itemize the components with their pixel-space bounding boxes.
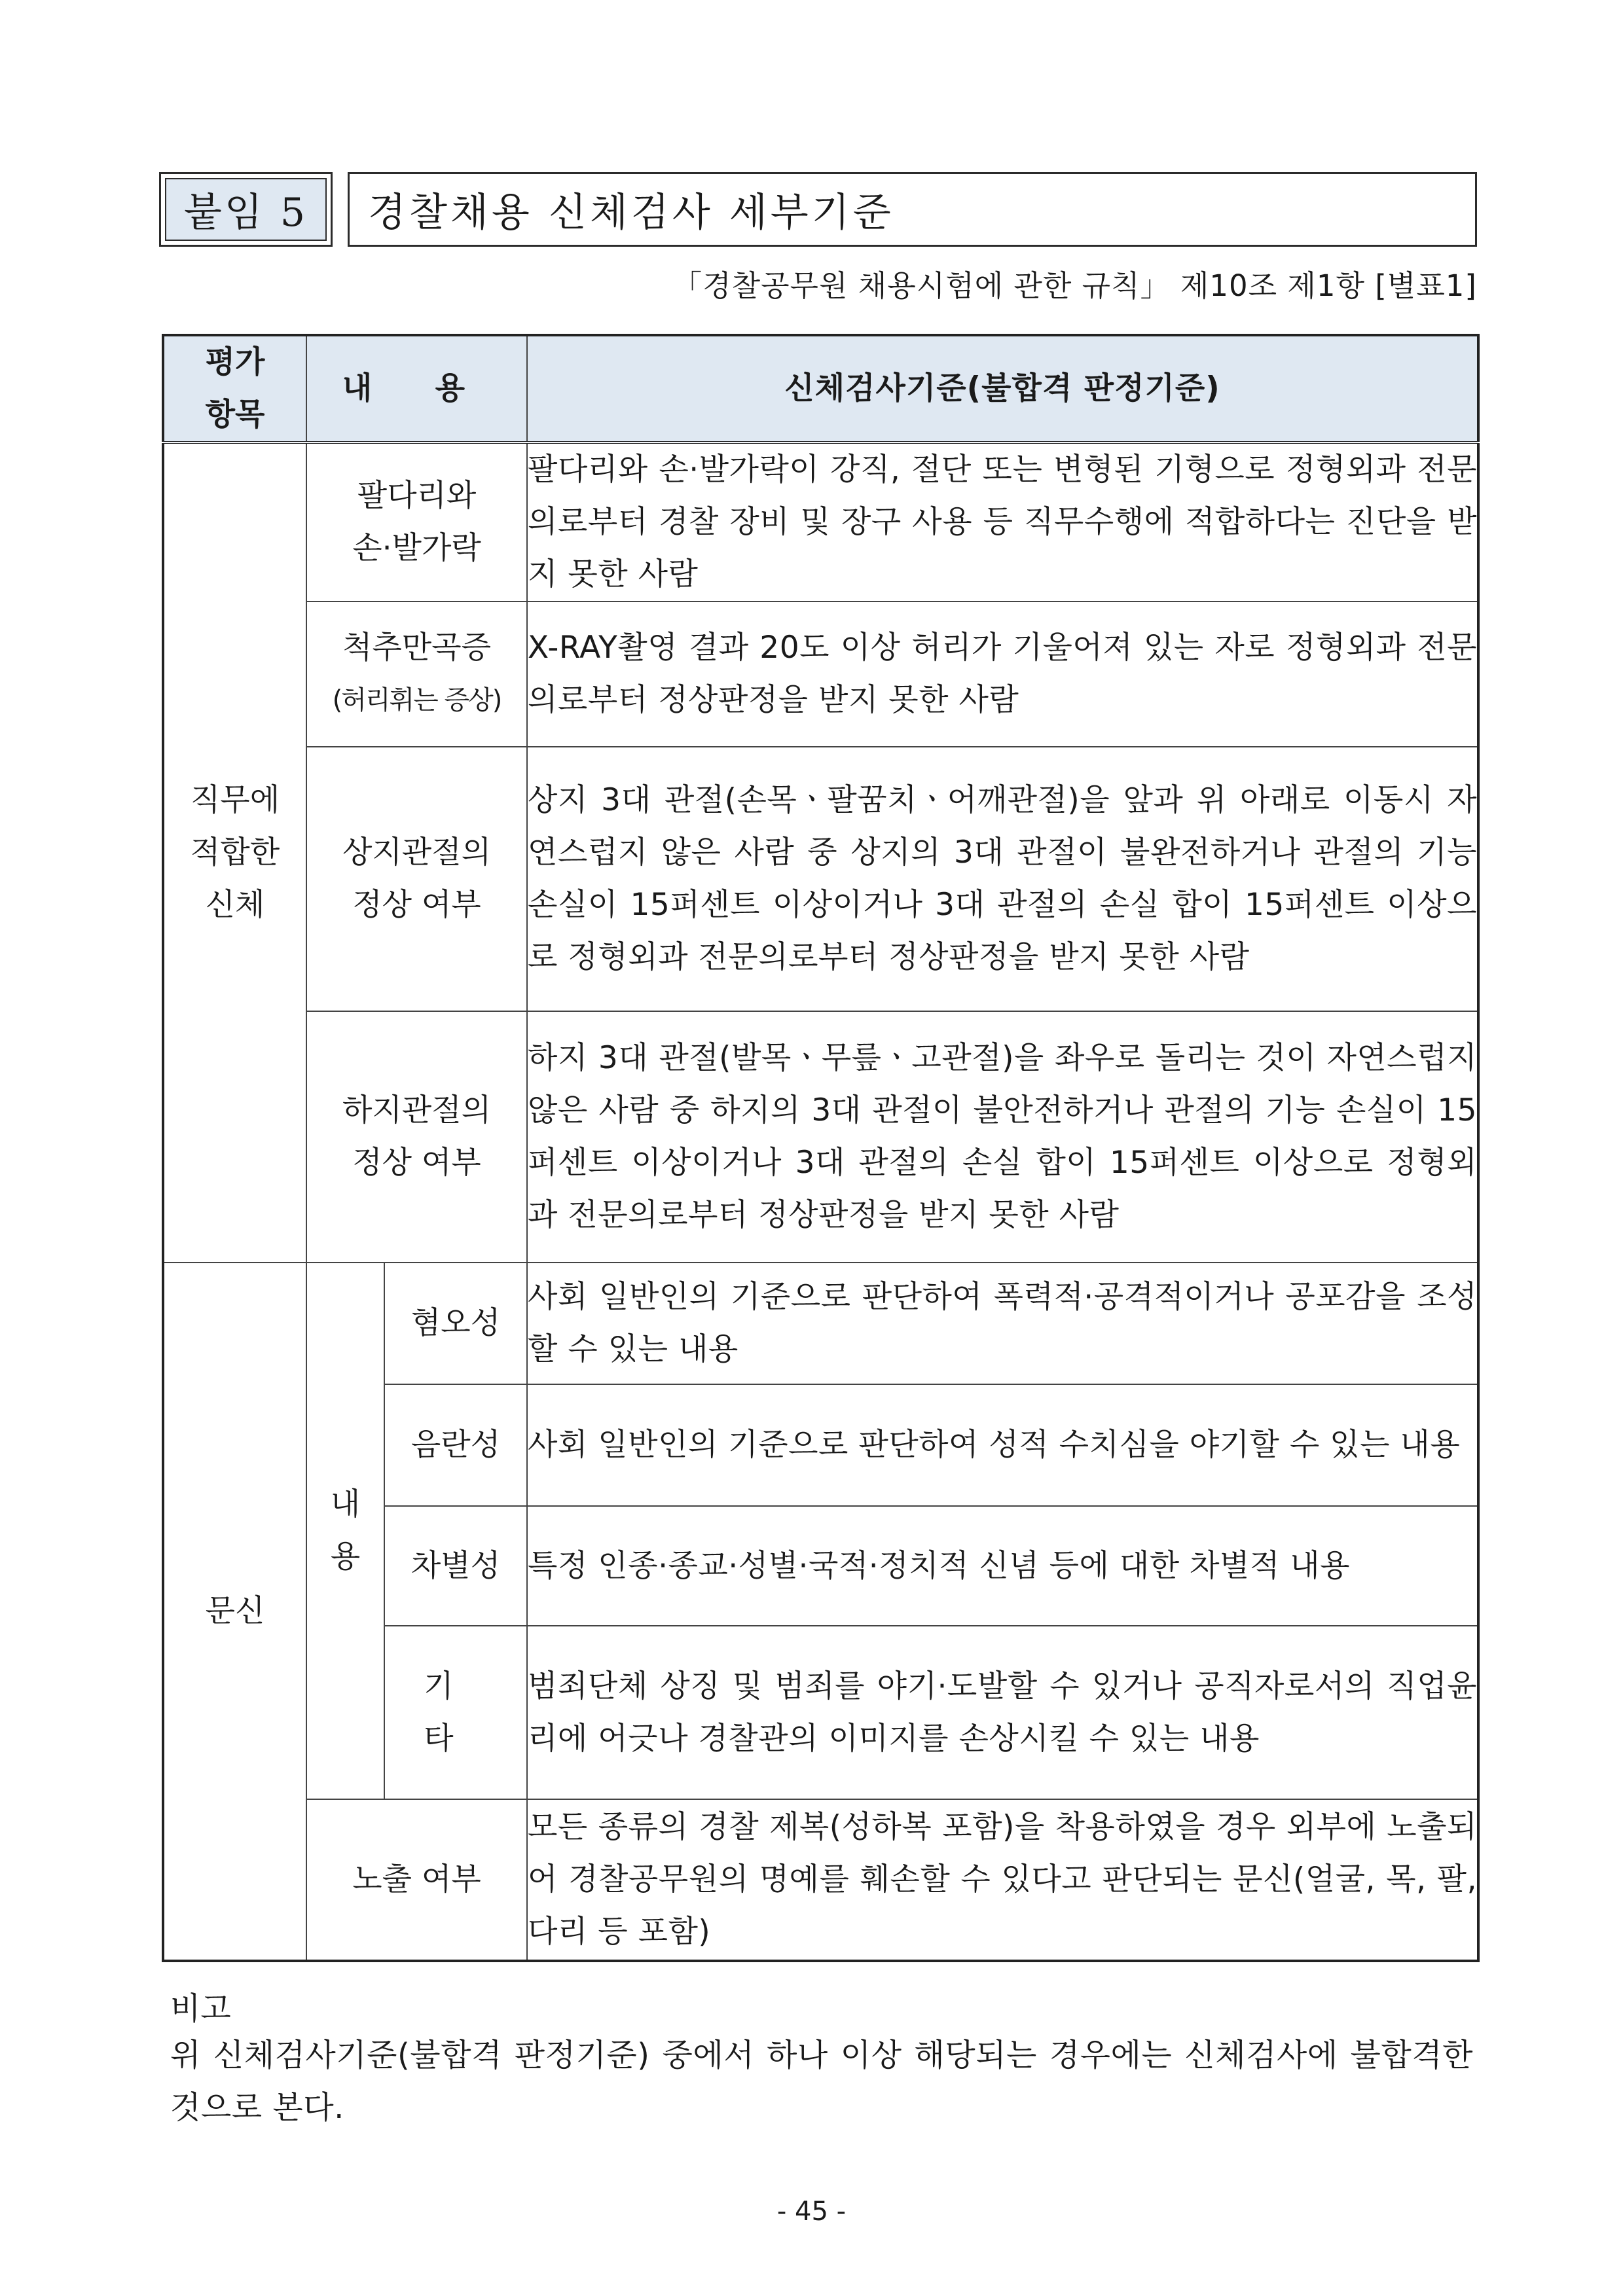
remarks-text: 위 신체검사기준(불합격 판정기준) 중에서 하나 이상 해당되는 경우에는 신체검사에 불합격한 것으로 본다. <box>170 2037 1473 2126</box>
tattoo-content-label-line2: 용 <box>330 1539 361 1575</box>
category-duty-line2: 적합한 <box>190 834 280 870</box>
item-upper-joints <box>306 747 527 1011</box>
table-row <box>163 1263 1478 1384</box>
criteria-obscene: 사회 일반인의 기준으로 판단하여 성적 수치심을 야기할 수 있는 내용 <box>527 1384 1478 1506</box>
table-row <box>163 442 1478 601</box>
criteria-table <box>162 334 1480 1962</box>
page-number: - 45 - <box>776 2197 847 2227</box>
header-criteria: 신체검사기준(불합격 판정기준) <box>527 335 1478 442</box>
item-scoliosis <box>306 601 527 747</box>
table-row <box>163 1799 1478 1961</box>
category-duty-line3: 신체 <box>205 887 265 923</box>
item-obscene: 음란성 <box>384 1384 527 1506</box>
document-title <box>348 172 1477 247</box>
header-eval-line2: 항목 <box>205 397 265 433</box>
table-header-row <box>163 335 1478 442</box>
remarks-heading: 비고 <box>170 1990 231 2027</box>
criteria-other: 범죄단체 상징 및 범죄를 야기·도발할 수 있거나 공직자로서의 직업윤리에 어긋나 경찰관의 이미지를 손상시킬 수 있는 내용 <box>527 1626 1478 1799</box>
criteria-exposure: 모든 종류의 경찰 제복(성하복 포함)을 착용하였을 경우 외부에 노출되어 경찰공무원의 명예를 훼손할 수 있다고 판단되는 문신(얼굴, 목, 팔, 다리 등 포함) <box>527 1799 1478 1961</box>
item-limbs-line2: 손·발가락 <box>352 530 481 566</box>
header-eval-line1: 평가 <box>205 344 265 380</box>
item-scoliosis-line1: 척추만곡증 <box>342 630 492 666</box>
item-offensive: 혐오성 <box>384 1263 527 1384</box>
category-tattoo: 문신 <box>163 1263 306 1961</box>
item-limbs <box>306 442 527 601</box>
criteria-scoliosis: X-RAY촬영 결과 20도 이상 허리가 기울어져 있는 자로 정형외과 전문의로부터 정상판정을 받지 못한 사람 <box>527 601 1478 747</box>
header-content: 내 용 <box>306 335 527 442</box>
table-row <box>163 1011 1478 1263</box>
criteria-lower-joints: 하지 3대 관절(발목ㆍ무릎ㆍ고관절)을 좌우로 돌리는 것이 자연스럽지 않은 사람 중 하지의 3대 관절이 불안전하거나 관절의 기능 손실이 15퍼센트 이상이거나 3대 관절의 손실 합이 15퍼센트 이상으로 정형외과 전문의로부터 정상판정을 받지 못한 사람 <box>527 1011 1478 1263</box>
header-eval-item <box>163 335 306 442</box>
item-exposure: 노출 여부 <box>306 1799 527 1961</box>
table-row <box>163 747 1478 1011</box>
item-lower-joints <box>306 1011 527 1263</box>
criteria-offensive: 사회 일반인의 기준으로 판단하여 폭력적·공격적이거나 공포감을 조성할 수 있는 내용 <box>527 1263 1478 1384</box>
attachment-label <box>159 172 333 247</box>
document-title-text: 경찰채용 신체검사 세부기준 <box>368 190 894 236</box>
attachment-label-text: 붙임 5 <box>183 190 308 236</box>
criteria-discriminatory: 특정 인종·종교·성별·국적·정치적 신념 등에 대한 차별적 내용 <box>527 1506 1478 1626</box>
item-limbs-line1: 팔다리와 <box>357 478 477 514</box>
criteria-limbs: 팔다리와 손·발가락이 강직, 절단 또는 변형된 기형으로 정형외과 전문의로부터 경찰 장비 및 장구 사용 등 직무수행에 적합하다는 진단을 받지 못한 사람 <box>527 442 1478 601</box>
tattoo-content-label-line1: 내 <box>330 1486 361 1522</box>
item-discriminatory: 차별성 <box>384 1506 527 1626</box>
category-duty-fitness <box>163 442 306 1263</box>
item-other: 기 타 <box>384 1626 527 1799</box>
table-row <box>163 601 1478 747</box>
criteria-upper-joints: 상지 3대 관절(손목ㆍ팔꿈치ㆍ어깨관절)을 앞과 위 아래로 이동시 자연스럽지 않은 사람 중 상지의 3대 관절이 불완전하거나 관절의 기능손실이 15퍼센트 이상이거나 3대 관절의 손실 합이 15퍼센트 이상으로 정형외과 전문의로부터 정상판정을 받지 못한 사람 <box>527 747 1478 1011</box>
item-lower-joints-line1: 하지관절의 <box>342 1092 492 1128</box>
tattoo-content-label <box>306 1263 384 1799</box>
item-upper-joints-line2: 정상 여부 <box>352 887 481 923</box>
category-duty-line1: 직무에 <box>190 782 280 818</box>
item-lower-joints-line2: 정상 여부 <box>352 1145 481 1181</box>
source-reference: 「경찰공무원 채용시험에 관한 규칙」 제10조 제1항 [별표1] <box>672 268 1477 303</box>
item-scoliosis-line2: (허리휘는 증상) <box>332 685 501 715</box>
item-upper-joints-line1: 상지관절의 <box>342 834 492 870</box>
